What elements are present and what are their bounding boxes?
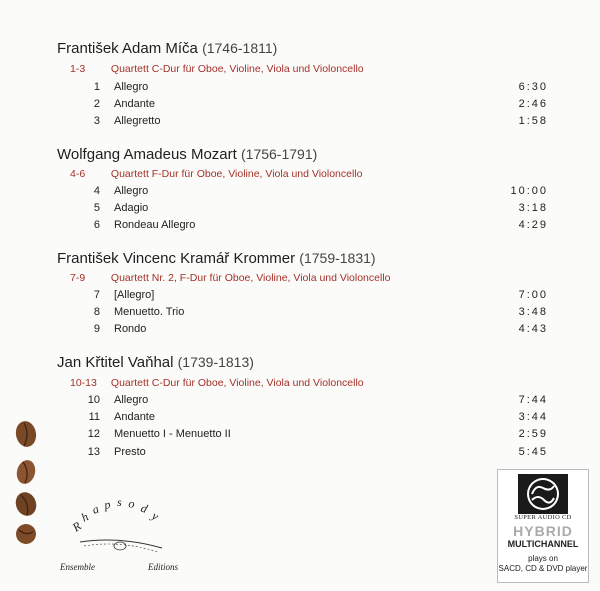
- track-time: 10:00: [510, 185, 548, 197]
- track-range: 7-9: [70, 272, 86, 284]
- track-time: 7:44: [518, 394, 548, 406]
- composer-dates: (1759-1831): [299, 250, 376, 266]
- track-time: 3:18: [518, 202, 548, 214]
- coffee-bean-icon: [12, 489, 39, 518]
- track-title: Allegro: [114, 394, 149, 406]
- plays-on-label: [498, 554, 588, 574]
- track-time: 7:00: [518, 289, 548, 301]
- track-title: Menuetto. Trio: [114, 306, 185, 318]
- track-time: 4:43: [518, 323, 548, 335]
- track-title: Adagio: [114, 202, 149, 214]
- track-title: Allegretto: [114, 115, 161, 127]
- track-title: Rondo: [114, 323, 147, 335]
- composer-dates: (1756-1791): [241, 146, 318, 162]
- composer-heading: [57, 354, 254, 371]
- track-number: 1: [93, 81, 100, 93]
- composer-name: Wolfgang Amadeus Mozart: [57, 146, 237, 163]
- track-number: 6: [93, 219, 100, 231]
- work-row: [70, 63, 364, 75]
- logo-arc-letter: o: [127, 496, 136, 511]
- track-title: [Allegro]: [114, 289, 155, 301]
- track-title: Allegro: [114, 81, 149, 93]
- track-number: 4: [93, 185, 100, 197]
- composer-name: František Vincenc Kramář Krommer: [57, 250, 296, 267]
- coffee-bean-icon: [14, 420, 38, 449]
- super-audio-cd-label: SUPER AUDIO CD: [514, 514, 572, 521]
- track-number: 2: [93, 98, 100, 110]
- track-number: 9: [93, 323, 100, 335]
- work-title: Quartett F-Dur für Oboe, Violine, Viola und Violoncello: [110, 168, 363, 180]
- logo-arc-letter: s: [117, 495, 122, 509]
- composer-heading: [57, 146, 317, 163]
- multichannel-label: MULTICHANNEL: [507, 539, 579, 549]
- logo-arc-letter: p: [103, 497, 112, 512]
- track-title: Andante: [114, 411, 155, 423]
- track-time: 5:45: [518, 446, 548, 458]
- track-range: 4-6: [70, 168, 86, 180]
- track-number: 10: [87, 394, 100, 406]
- coffee-bean-icon: [12, 520, 39, 547]
- track-range: 1-3: [70, 63, 86, 75]
- composer-heading: [57, 40, 277, 57]
- logo-arc-letter: y: [149, 508, 162, 524]
- composer-heading: [57, 250, 376, 267]
- track-title: Rondeau Allegro: [114, 219, 196, 231]
- plays-on-line-2: SACD, CD & DVD player: [498, 564, 588, 573]
- sacd-hybrid-badge: [497, 469, 589, 583]
- track-time: 2:46: [518, 98, 548, 110]
- work-row: [70, 168, 362, 180]
- track-number: 7: [93, 289, 100, 301]
- track-time: 1:58: [518, 115, 548, 127]
- track-number: 5: [93, 202, 100, 214]
- track-title: Presto: [114, 446, 146, 458]
- logo-ensemble-text: Ensemble: [60, 562, 95, 572]
- logo-arc-letter: d: [138, 500, 150, 516]
- plays-on-line-1: plays on: [528, 554, 558, 563]
- logo-editions-text: Editions: [148, 562, 179, 572]
- track-title: Andante: [114, 98, 155, 110]
- track-time: 3:44: [518, 411, 548, 423]
- logo-arc-letter: R: [69, 518, 84, 535]
- track-title: Allegro: [114, 185, 149, 197]
- track-number: 12: [87, 428, 100, 440]
- track-time: 2:59: [518, 428, 548, 440]
- work-title: Quartett C-Dur für Oboe, Violine, Viola und Violoncello: [110, 63, 364, 75]
- violin-logo-icon: [50, 480, 190, 560]
- logo-arc-letter: h: [78, 509, 91, 525]
- composer-name: Jan Křtitel Vaňhal: [57, 354, 174, 371]
- coffee-bean-icon: [14, 458, 38, 486]
- work-title: Quartett C-Dur für Oboe, Violine, Viola und Violoncello: [110, 377, 364, 389]
- track-number: 3: [93, 115, 100, 127]
- work-row: [70, 272, 391, 284]
- composer-dates: (1739-1813): [177, 354, 254, 370]
- hybrid-label: HYBRID: [513, 523, 573, 539]
- track-number: 8: [93, 306, 100, 318]
- work-row: [70, 377, 364, 389]
- track-time: 6:30: [518, 81, 548, 93]
- sacd-disc-icon: [518, 474, 568, 514]
- track-range: 10-13: [70, 377, 97, 389]
- composer-name: František Adam Míča: [57, 40, 198, 57]
- composer-dates: (1746-1811): [202, 40, 278, 56]
- work-title: Quartett Nr. 2, F-Dur für Oboe, Violine, Viola und Violoncello: [110, 272, 391, 284]
- track-number: 13: [87, 446, 100, 458]
- logo-arc-letter: a: [90, 501, 101, 517]
- track-time: 4:29: [518, 219, 548, 231]
- rhapsody-logo: [50, 480, 190, 580]
- track-time: 3:48: [518, 306, 548, 318]
- track-title: Menuetto I - Menuetto II: [114, 428, 231, 440]
- coffee-beans-icon: [12, 420, 52, 550]
- track-number: 11: [88, 411, 100, 423]
